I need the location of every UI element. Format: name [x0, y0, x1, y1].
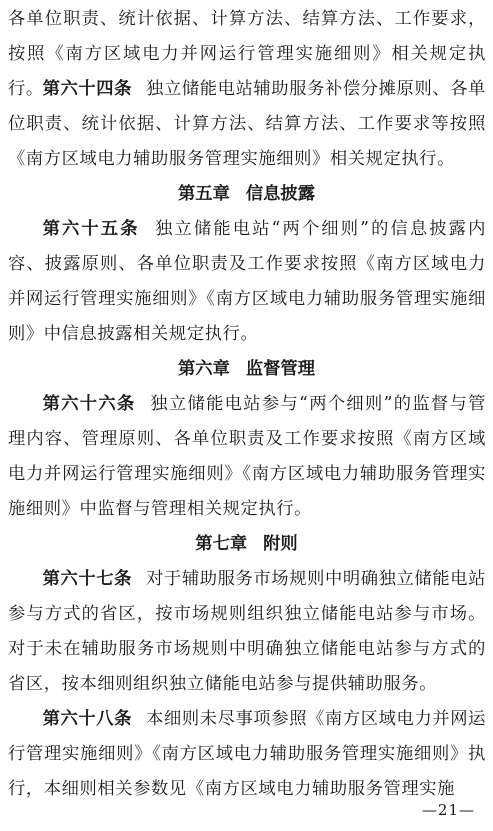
chapter-number: 第六章	[178, 359, 230, 379]
article-label: 第六十五条	[42, 219, 140, 239]
article-text: 本细则未尽事项参照《南方区域电力并网运行管理实施细则》《南方区域电力辅助服务管理实施细则》执行，本细则相关参数见《南方区域电力辅助服务管理实施	[8, 709, 486, 799]
article-label: 第六十七条	[42, 569, 133, 589]
chapter-title: 监督管理	[245, 359, 315, 379]
article-65	[8, 212, 486, 352]
article-text: 独立储能电站辅助服务补偿分摊原则、各单位职责、统计依据、计算方法、结算方法、工作要求等按照《南方区域电力辅助服务管理实施细则》相关规定执行。	[8, 79, 486, 169]
page-number: —21—	[421, 801, 475, 819]
chapter-title: 附则	[263, 534, 298, 554]
article-label: 第六十六条	[42, 394, 136, 414]
article-64	[8, 72, 486, 177]
article-67	[8, 562, 486, 702]
article-label: 第六十八条	[42, 709, 133, 729]
article-text: 对于辅助服务市场规则中明确独立储能电站参与方式的省区，按市场规则组织独立储能电站参与市场。对于未在辅助服务市场规则中明确独立储能电站参与方式的省区，按本细则组织独立储能电站参与提供辅助服务。	[8, 569, 486, 694]
article-text: 独立储能电站“两个细则”的信息披露内容、披露原则、各单位职责及工作要求按照《南方区域电力并网运行管理实施细则》《南方区域电力辅助服务管理实施细则》中信息披露相关规定执行。	[8, 219, 486, 344]
article-label: 第六十四条	[42, 79, 133, 99]
chapter-title: 信息披露	[245, 184, 315, 204]
article-text: 独立储能电站参与“两个细则”的监督与管理内容、管理原则、各单位职责及工作要求按照《南方区域电力并网运行管理实施细则》《南方区域电力辅助服务管理实施细则》中监督与管理相关规定执行。	[8, 394, 486, 519]
chapter-heading-5	[0, 177, 493, 212]
chapter-number: 第七章	[195, 534, 248, 554]
chapter-number: 第五章	[178, 184, 230, 204]
chapter-heading-6	[0, 352, 493, 387]
chapter-heading-7	[0, 527, 493, 562]
article-68	[8, 702, 486, 807]
paragraph-text: 各单位职责、统计依据、计算方法、结算方法、工作要求，按照《南方区域电力并网运行管理实施细则》相关规定执行。	[8, 9, 486, 99]
article-66	[8, 387, 486, 527]
